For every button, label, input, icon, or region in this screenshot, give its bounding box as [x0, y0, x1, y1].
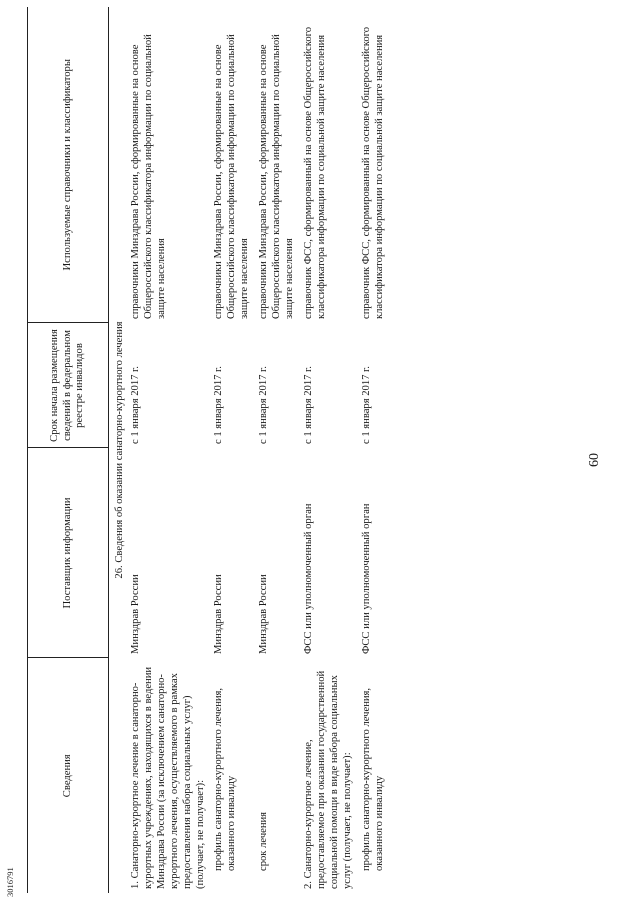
- row-item: профиль санаторно-курортного лечения, оказанного инвалиду: [360, 687, 385, 871]
- row-start-date: с 1 января 2017 г.: [129, 366, 141, 444]
- row-references: справочник ФСС, сформированный на основе Общероссийского классификатора информации по социальной защите населения: [360, 26, 385, 319]
- row-item: профиль санаторно-курортного лечения, оказанного инвалиду: [213, 687, 238, 871]
- row-references: справочники Минздрава России, сформированные на основе Общероссийского классификатора информации по социальной защите населения: [258, 34, 296, 319]
- header-provider: Поставщик информации: [28, 448, 109, 658]
- data-table: [27, 7, 393, 893]
- table-row: [361, 7, 393, 893]
- table-row: [303, 7, 361, 893]
- row-item: 1. Санаторно-курортное лечение в санаторно-курортных учреждениях, находящихся в ведении Минздрава России (за исключением санаторно-курортного лечения, осуществляемого в рамках предоставления набора социальных услуг) (получает, не получает):: [129, 666, 206, 889]
- row-provider: ФСС или уполномоченный орган: [360, 503, 372, 654]
- table-header-row: [28, 7, 109, 893]
- row-references: справочники Минздрава России, сформированные на основе Общероссийского классификатора информации по социальной защите населения: [213, 34, 251, 319]
- row-start-date: с 1 января 2017 г.: [213, 366, 225, 444]
- section-row: [109, 7, 130, 893]
- row-provider: ФСС или уполномоченный орган: [302, 503, 314, 654]
- row-start-date: с 1 января 2017 г.: [258, 366, 270, 444]
- row-item: 2. Санаторно-курортное лечение, предоставляемое при оказании государственной социальной помощи в виде набора социальных услуг (получает, не получает):: [302, 670, 353, 889]
- row-provider: Минздрав России: [258, 574, 270, 654]
- row-provider: Минздрав России: [213, 574, 225, 654]
- table-row: [130, 7, 214, 893]
- row-references: справочник ФСС, сформированный на основе Общероссийского классификатора информации по социальной защите населения: [302, 26, 327, 319]
- row-provider: Минздрав России: [129, 574, 141, 654]
- header-references: Используемые справочники и классификаторы: [28, 7, 109, 323]
- row-item: срок лечения: [258, 811, 270, 871]
- row-start-date: с 1 января 2017 г.: [302, 366, 314, 444]
- table-row: [258, 7, 303, 893]
- page-number: 60: [587, 453, 602, 467]
- row-start-date: с 1 января 2017 г.: [360, 366, 372, 444]
- document-code: 3016791: [5, 867, 15, 897]
- table-row: [213, 7, 258, 893]
- section-title: 26. Сведения об оказании санаторно-курортного лечения: [114, 321, 125, 579]
- header-info: Сведения: [28, 658, 109, 893]
- row-references: справочники Минздрава России, сформированные на основе Общероссийского классификатора информации по социальной защите населения: [129, 34, 167, 319]
- header-start-date: Срок начала размещения сведений в федеральном реестре инвалидов: [28, 323, 109, 448]
